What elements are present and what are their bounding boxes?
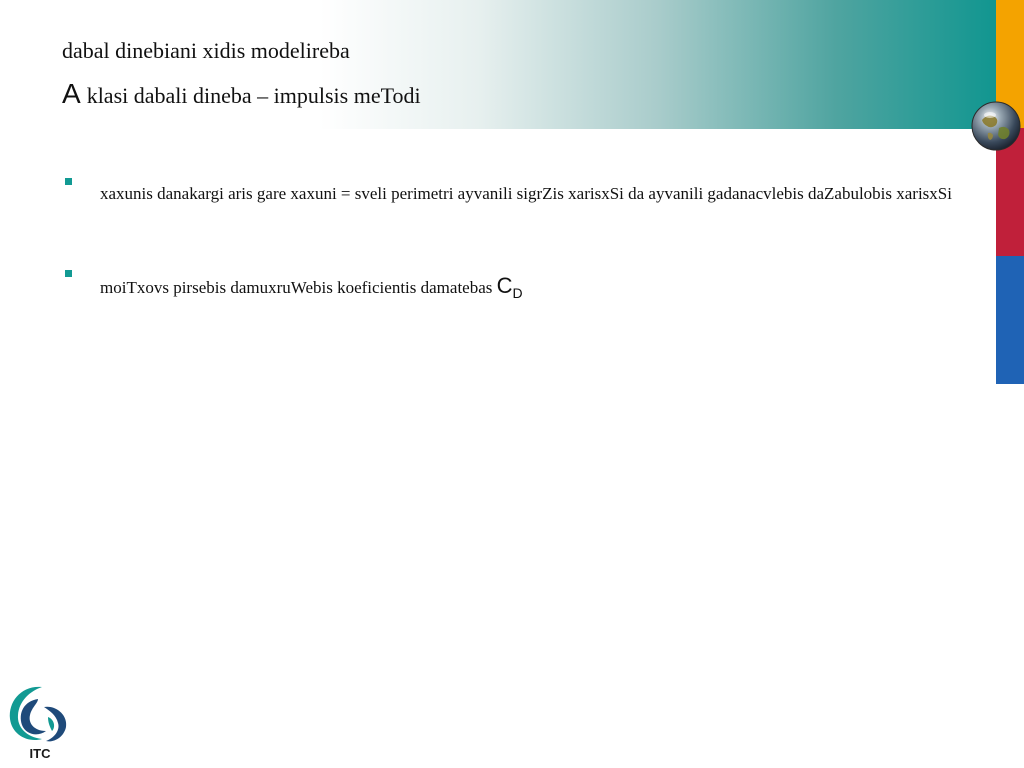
square-bullet-icon xyxy=(65,270,72,277)
logo-text: ITC xyxy=(29,746,51,761)
bullet-item xyxy=(62,171,952,217)
side-bar-blue xyxy=(996,256,1024,384)
bullet-text-main: moiTxovs pirsebis damuxruWebis koeficientis damatebas xyxy=(100,278,493,297)
title-line-2 xyxy=(62,78,421,110)
title-line-1: dabal dinebiani xidis modelireba xyxy=(62,38,350,63)
bullet-text: xaxunis danakargi aris gare xaxuni = sveli perimetri ayvanili sigrZis xarisxSi da ayvanili gadanacvlebis daZabulobis xarisxSi xyxy=(100,184,952,203)
drag-coefficient-symbol: C xyxy=(496,273,513,298)
itc-logo xyxy=(4,683,76,763)
title-subtitle: klasi dabali dineba – impulsis meTodi xyxy=(86,83,421,108)
title-letter: A xyxy=(62,78,81,109)
bullet-item xyxy=(62,263,952,311)
square-bullet-icon xyxy=(65,178,72,185)
globe-icon xyxy=(970,100,1022,152)
bullet-text xyxy=(100,263,952,311)
bullet-list xyxy=(62,183,952,311)
drag-coefficient-subscript: D xyxy=(512,285,523,301)
